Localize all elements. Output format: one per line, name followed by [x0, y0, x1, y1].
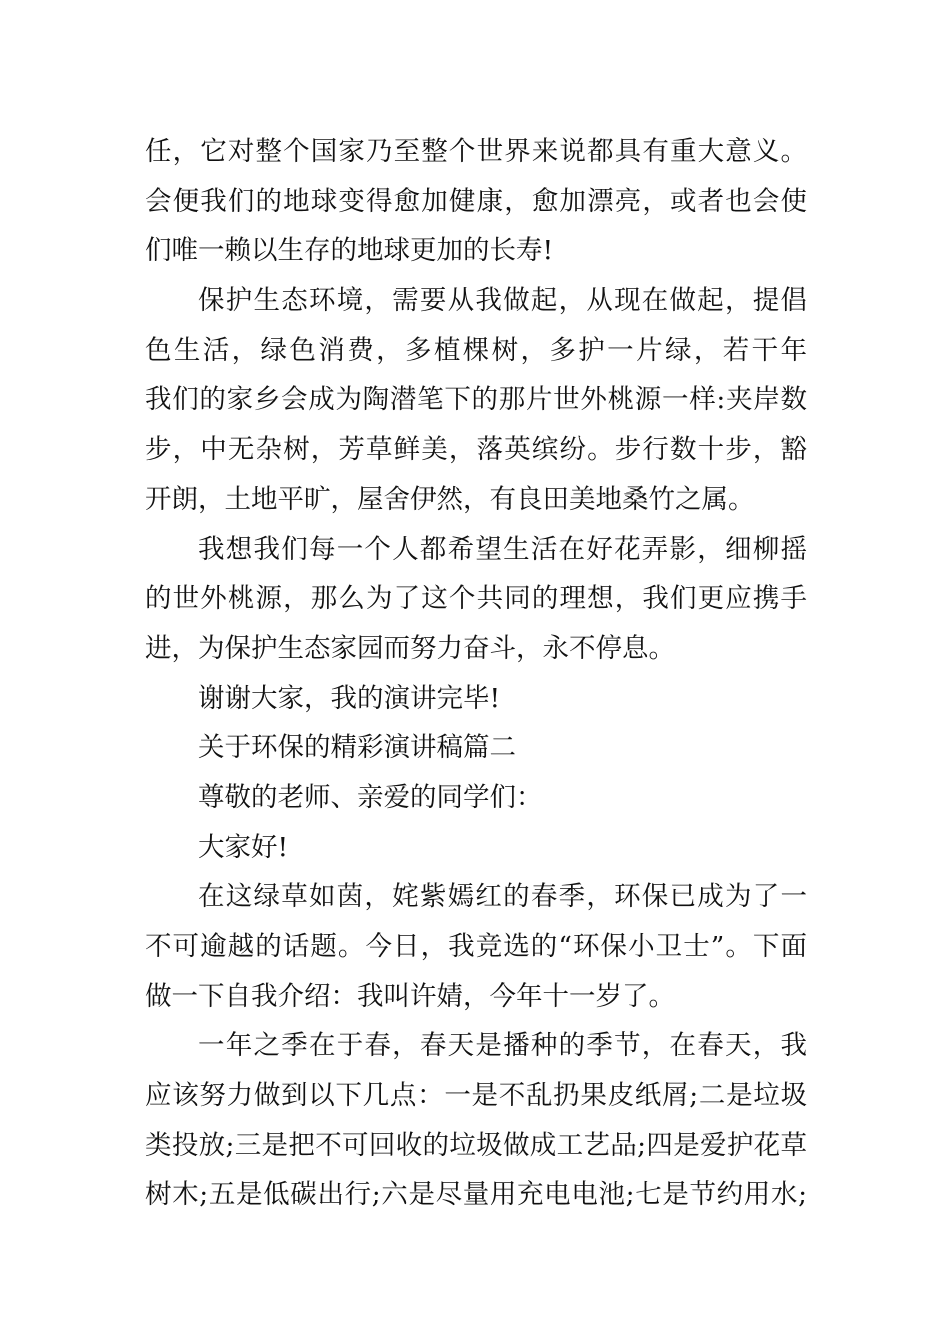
text-line: 进，为保护生态家园而努力奋斗，永不停息。	[145, 632, 675, 664]
text-line: 开朗，土地平旷，屋舍伊然，有良田美地桑竹之属。	[145, 483, 755, 515]
text-line: 保护生态环境，需要从我做起，从现在做起，提倡	[198, 285, 807, 317]
text-line: 谢谢大家，我的演讲完毕!	[198, 682, 501, 714]
document-body	[145, 127, 807, 1220]
text-line: 色生活，绿色消费，多植棵树，多护一片绿，若干年	[145, 334, 807, 366]
text-line: 一年之季在于春，春天是播种的季节，在春天，我	[198, 1030, 807, 1062]
text-line: 树木;五是低碳出行;六是尽量用充电电池;七是节约用水;	[145, 1179, 807, 1211]
text-line: 会便我们的地球变得愈加健康，愈加漂亮，或者也会使	[145, 185, 807, 217]
text-line: 在这绿草如茵，姹紫嫣红的春季，环保已成为了一	[198, 881, 807, 913]
text-line: 类投放;三是把不可回收的垃圾做成工艺品;四是爱护花草	[145, 1129, 807, 1161]
text-line: 们唯一赖以生存的地球更加的长寿!	[145, 235, 554, 267]
text-line: 我想我们每一个人都希望生活在好花弄影，细柳摇	[198, 533, 807, 565]
section-heading: 关于环保的精彩演讲稿篇二	[198, 732, 516, 764]
text-line: 做一下自我介绍：我叫许婧，今年十一岁了。	[145, 980, 675, 1012]
greeting: 大家好!	[198, 831, 289, 863]
text-line: 的世外桃源，那么为了这个共同的理想，我们更应携手	[145, 583, 807, 615]
text-line: 不可逾越的话题。今日，我竞选的“环保小卫士”。下面	[145, 931, 807, 962]
text-line: 我们的家乡会成为陶潜笔下的那片世外桃源一样:夹岸数	[145, 384, 807, 416]
text-line: 任，它对整个国家乃至整个世界来说都具有重大意义。	[145, 136, 807, 167]
salutation: 尊敬的老师、亲爱的同学们：	[198, 781, 543, 813]
text-line: 应该努力做到以下几点：一是不乱扔果皮纸屑;二是垃圾	[145, 1080, 807, 1112]
text-line: 步，中无杂树，芳草鲜美，落英缤纷。步行数十步，豁	[145, 434, 807, 466]
